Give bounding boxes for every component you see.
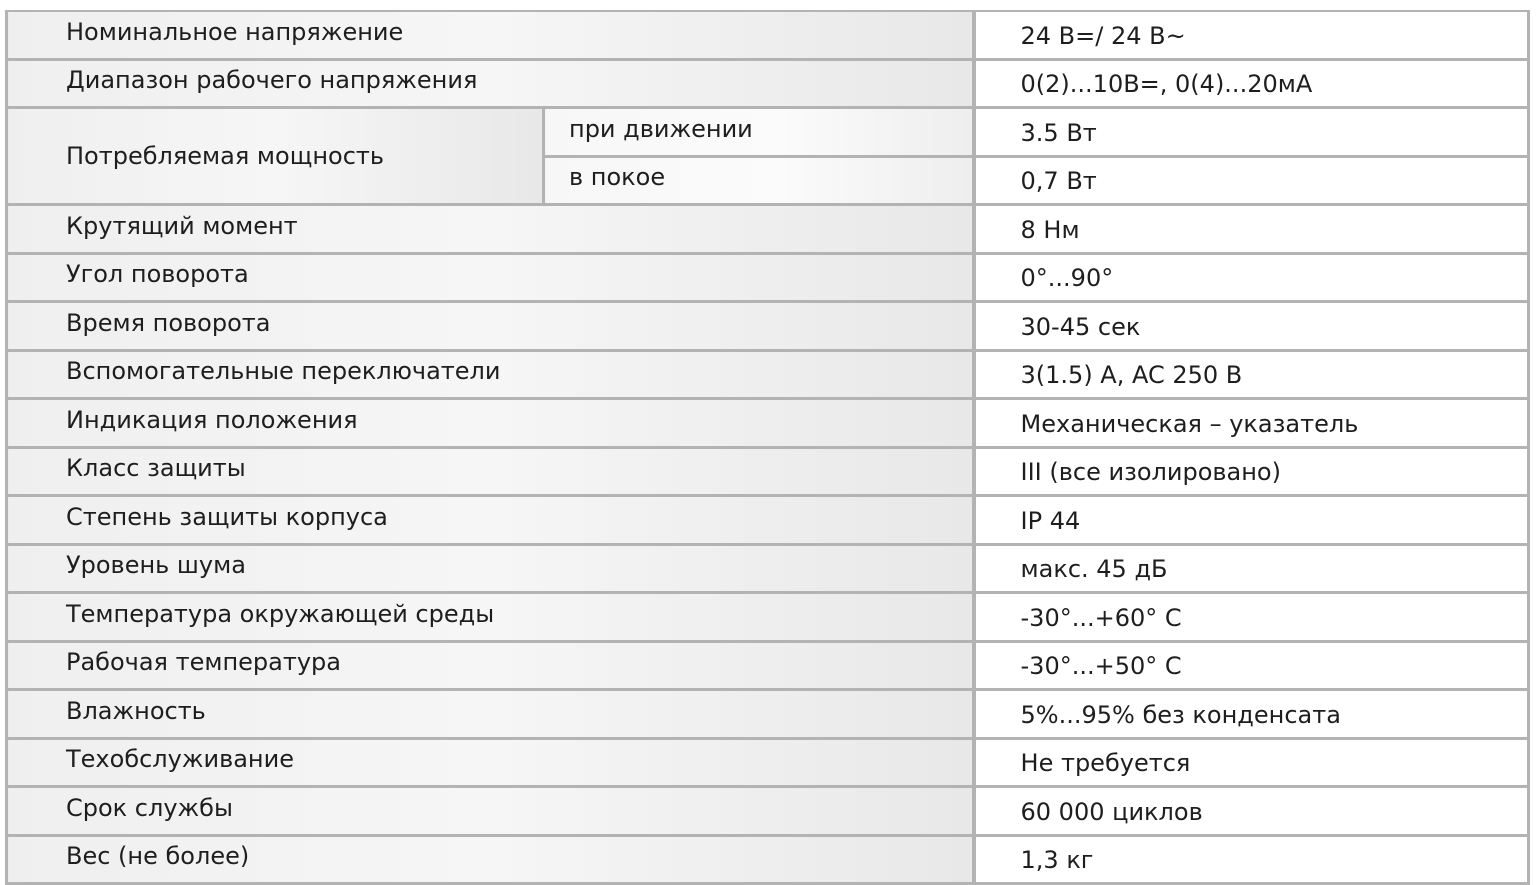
table-row [7,11,1529,59]
table-row [7,253,1529,302]
table-row [7,302,1529,351]
table-row [7,738,1529,787]
param-value: IP 44 [974,496,1529,545]
param-sublabel: при движении [544,108,974,157]
param-label: Индикация положения [7,399,974,448]
param-label: Температура окружающей среды [7,593,974,642]
param-value: III (все изолировано) [974,447,1529,496]
param-label: Рабочая температура [7,641,974,690]
param-label: Диапазон рабочего напряжения [7,59,974,108]
table-row [7,496,1529,545]
param-value: макс. 45 дБ [974,544,1529,593]
param-value: 0(2)...10В=, 0(4)...20мА [974,59,1529,108]
table-row [7,350,1529,399]
param-value: 0°...90° [974,253,1529,302]
param-value: 3.5 Вт [974,108,1529,157]
table-row [7,205,1529,254]
param-label: Время поворота [7,302,974,351]
table-row [7,690,1529,739]
param-label: Степень защиты корпуса [7,496,974,545]
table-row [7,835,1529,884]
param-value: 3(1.5) А, AC 250 В [974,350,1529,399]
param-value: 24 В=/ 24 В~ [974,11,1529,59]
param-value: 1,3 кг [974,835,1529,884]
table-row [7,593,1529,642]
param-sublabel: в покое [544,156,974,205]
table-row [7,447,1529,496]
param-label: Техобслуживание [7,738,974,787]
table-row [7,787,1529,836]
param-value: 0,7 Вт [974,156,1529,205]
param-value: 30-45 сек [974,302,1529,351]
param-label: Срок службы [7,787,974,836]
param-label: Уровень шума [7,544,974,593]
table-row [7,641,1529,690]
param-value: -30°...+50° С [974,641,1529,690]
param-label: Влажность [7,690,974,739]
param-label: Потребляемая мощность [7,108,544,205]
param-label: Класс защиты [7,447,974,496]
param-label: Вес (не более) [7,835,974,884]
spec-table [5,10,1530,885]
param-value: 5%...95% без конденсата [974,690,1529,739]
table-row [7,108,1529,157]
param-value: -30°...+60° С [974,593,1529,642]
param-label: Угол поворота [7,253,974,302]
param-value: 60 000 циклов [974,787,1529,836]
param-value: 8 Нм [974,205,1529,254]
param-label: Вспомогательные переключатели [7,350,974,399]
param-value: Механическая – указатель [974,399,1529,448]
param-value: Не требуется [974,738,1529,787]
param-label: Крутящий момент [7,205,974,254]
table-row [7,399,1529,448]
param-label: Номинальное напряжение [7,11,974,59]
table-row [7,544,1529,593]
table-row [7,59,1529,108]
